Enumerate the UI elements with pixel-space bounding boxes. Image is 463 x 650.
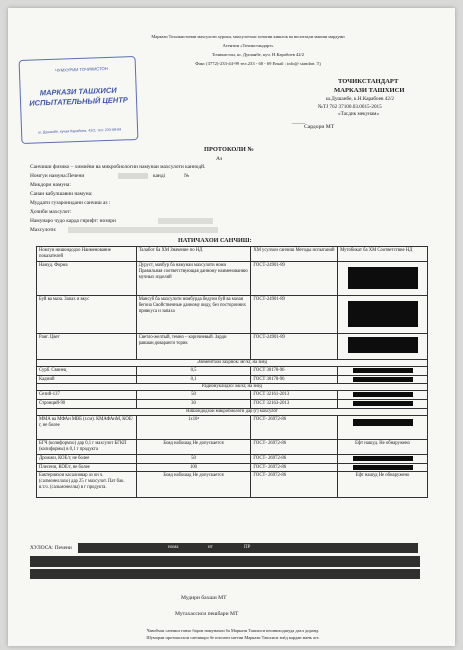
test-period: Муддати гузаронидани санчиш аз :	[30, 200, 111, 206]
result-cell	[338, 415, 428, 439]
table-row	[37, 472, 428, 498]
sample-name-suffix: канді	[153, 173, 166, 179]
column-header: Талабот ба ХМ Значение по НД	[136, 247, 251, 262]
redacted-result	[353, 465, 413, 470]
table-row	[37, 295, 428, 333]
result-cell	[338, 454, 428, 463]
director-signature-line: _____	[292, 119, 305, 125]
indicator-name: Буй ва маза. Запах и вкус	[37, 295, 137, 333]
section-row	[37, 384, 428, 391]
redacted-result	[348, 337, 418, 353]
testing-center-stamp	[19, 56, 139, 144]
conclusion-fragment-3: ПР	[244, 545, 251, 550]
stamp-bottom-text: ш. Душанбе, кучаи Карабоев, 42/2, тел: 233-68-69	[37, 127, 122, 135]
indicator-name: Сезий-137	[37, 391, 137, 400]
requirement: Дуруст, мачбур ба намунаи махсулоти номи Правильная соответствующая данному наименованию мучных изделий	[136, 261, 251, 295]
indicator-name: Бактерияхои касалиовар аз он ч. (салмонеллахо) дар 25 г махсулот. Пат бак. в.т.ч. (сальмонеллы) в г продукта.	[37, 472, 137, 498]
protocol-title: ПРОТОКОЛИ №	[204, 146, 254, 153]
indicator-name: Стронций-90	[37, 400, 137, 409]
conclusion-fragment-2: нт	[208, 545, 213, 550]
result-cell	[338, 295, 428, 333]
result-cell	[338, 366, 428, 375]
indicator-name: ММА ва МФАн МВБ (г.см). КМАФАнМ, КОЕ/ г, не более	[37, 415, 137, 439]
protocol-date-from: Аз	[216, 156, 223, 162]
table-row	[37, 454, 428, 463]
sample-number-sign: №	[184, 173, 190, 179]
test-method: ГОСТ 32161-2013	[251, 391, 338, 400]
requirement: 100	[136, 463, 251, 472]
test-method: ГОСТ- 26972-86	[251, 454, 338, 463]
test-method: ГОСТ- 26972-86	[251, 439, 338, 454]
table-row	[37, 463, 428, 472]
section-heading: Нишондодхои микробиологи дар (г) махсулот	[37, 409, 428, 416]
table-row	[37, 375, 428, 384]
test-method: ГОСТ- 26972-86	[251, 472, 338, 498]
test-method: ГОСТ 32163-2013	[251, 400, 338, 409]
redacted-result	[353, 456, 413, 461]
redacted-result	[353, 368, 413, 373]
director-title: Сардори МТ	[304, 124, 335, 130]
column-header: Номгуи нишондодхо Наименование показателей	[37, 247, 137, 262]
result-value: Ёфт нашуд Не обнаружено	[338, 472, 428, 498]
requirement: 30	[136, 400, 251, 409]
table-row	[37, 366, 428, 375]
column-header: Мутобикат ба ХМ Соответствие НД	[338, 247, 428, 262]
header-line-2: Агентии «Точикстандарт»	[222, 43, 274, 48]
redacted-result	[348, 267, 418, 289]
product-origin: Махсулоти:	[30, 227, 57, 233]
date-received: Санаи кабулшавии намуна:	[30, 191, 93, 197]
indicator-name: Ранг. Цвет	[37, 333, 137, 359]
table-row	[37, 333, 428, 359]
result-cell	[338, 261, 428, 295]
test-method: ГОСТ-24901-89	[251, 333, 338, 359]
result-cell	[338, 400, 428, 409]
redacted-conclusion-line-2	[30, 556, 420, 567]
redacted-result	[353, 401, 413, 406]
table-row	[37, 261, 428, 295]
test-method: ГОСТ-24901-89	[251, 261, 338, 295]
indicator-name: Кадмий	[37, 375, 137, 384]
requirement: Бояд набошад Не допускается	[136, 439, 251, 454]
table-row	[37, 391, 428, 400]
footer-line-1: Чавобхои санчиш танхо барои намунахои ба Маркази Ташхиси пешниходшуда дахл доранд.	[146, 628, 320, 633]
section-heading: Радионуклидхо: Бк/кг, на зиёд	[37, 384, 428, 391]
test-method: ГОСТ- 26972-86	[251, 415, 338, 439]
indicator-name: Дрожжи, КОЕ/г, не более	[37, 454, 137, 463]
results-table	[36, 246, 428, 498]
result-cell	[338, 333, 428, 359]
conclusion-label: ХУЛОСА: Печени	[30, 545, 72, 551]
result-cell	[338, 463, 428, 472]
section-row	[37, 409, 428, 416]
document-page	[8, 8, 455, 646]
requirement: 0,1	[136, 375, 251, 384]
org-name-1: ТОЧИКСТАНДАРТ	[338, 78, 399, 85]
requirement: 1х10⁴	[136, 415, 251, 439]
requirement: 0,5	[136, 366, 251, 375]
test-method: ГОСТ-24901-89	[251, 295, 338, 333]
stamp-arc-text: ЧУМХУРИИ ТОЧИКИСТОН	[55, 65, 108, 73]
redacted-result	[353, 419, 413, 426]
footer-line-2: Шумораи протоколхои санчишро бе ичозати хаттии Маркази Ташхиси зиёд кардан манъ аст.	[146, 635, 320, 640]
result-cell	[338, 375, 428, 384]
specialist-signature: Мутахассиси пешбари МТ	[175, 611, 239, 617]
requirement: Светло-желтый, темно – коричневый. Зарди равшан,qоваранги торик	[136, 333, 251, 359]
table-header-row	[37, 247, 428, 262]
redacted-conclusion-line-3	[30, 569, 420, 579]
redacted-sample-name	[118, 173, 148, 179]
header-line-4: Факс (3772)-233-44-99 тел.233 - 68 - 69 Email : info@ standart. Tj	[195, 61, 321, 66]
result-cell	[338, 391, 428, 400]
approved-label: «Тасдик мекунам»	[338, 111, 380, 117]
requirement: 50	[136, 454, 251, 463]
redacted-inspector	[158, 218, 213, 224]
test-method: ГОСТ 30178-96	[251, 366, 338, 375]
manufacturer: Ҳочиби махсулот:	[30, 209, 72, 215]
indicator-name: Сурб. Свинец	[37, 366, 137, 375]
section-row	[37, 359, 428, 366]
table-row	[37, 439, 428, 454]
org-name-2: МАРКАЗИ ТАШХИСИ	[334, 87, 405, 94]
indicator-name: БГЧ (колиформхо) дар 0,1 г махсулот БГКП (колиформы) в 0,1 г продукта	[37, 439, 137, 454]
org-address: ш.Душанбе, к.Н.Карабоев 42/2	[326, 96, 394, 102]
test-description: Санчиши физико – химиёви ва микробиологии намунаи махсулоти каннодй.	[30, 164, 206, 170]
results-heading: НАТИЧАХОИ САНЧИШ:	[178, 237, 252, 244]
indicator-name: Намуд. Форма	[37, 261, 137, 295]
org-registration: №TJ 762 37100.03.0015-2015	[318, 104, 382, 110]
redacted-result	[353, 377, 413, 382]
sample-name: Номгуи намуна:Печени	[30, 173, 85, 179]
column-header: ХМ усулхои санчиш Методы испытаний	[251, 247, 338, 262]
redacted-result	[353, 392, 413, 397]
requirement: Бояд набошад Не допускается	[136, 472, 251, 498]
result-value: Ёфт нашуд. Не обнаружено	[338, 439, 428, 454]
head-signature: Мудири бахши МТ	[181, 595, 227, 601]
conclusion-fragment-1: нома	[168, 545, 179, 550]
requirement: 50	[136, 391, 251, 400]
header-line-1: Маркази Тољикистонии махсулоти хуроки, махсулотхои хочагии кишлок ва воситаҳои маиши мардуми	[151, 34, 345, 39]
redacted-result	[348, 301, 418, 327]
indicator-name: Плесени, КОЕ/г, не более	[37, 463, 137, 472]
test-method: ГОСТ- 26972-86	[251, 463, 338, 472]
table-row	[37, 415, 428, 439]
table-row	[37, 400, 428, 409]
stamp-title-2: ИСПЫТАТЕЛЬНЫЙ ЦЕНТР	[29, 95, 129, 108]
sample-quantity: Микдори намуна:	[30, 182, 71, 188]
section-heading: Элементхои захрнок: мг/кг, на зиёд	[37, 359, 428, 366]
header-line-3: Точикистон, ш. Душанбе, куч. Н.Карабоев 42/2	[211, 52, 305, 57]
requirement: Мансуб ба махсулоти номбурда бедуни буй ва мазаи бегона Свойственные данному виду, без посторонних привкуса и запаха	[136, 295, 251, 333]
test-method: ГОСТ 30178-96	[251, 375, 338, 384]
stamp-title-1: МАРКАЗИ ТАШХИСИ	[39, 85, 117, 98]
redacted-origin	[68, 227, 218, 233]
sampled-by: Намунаро чудо карда гирифт: нозири	[30, 218, 116, 224]
